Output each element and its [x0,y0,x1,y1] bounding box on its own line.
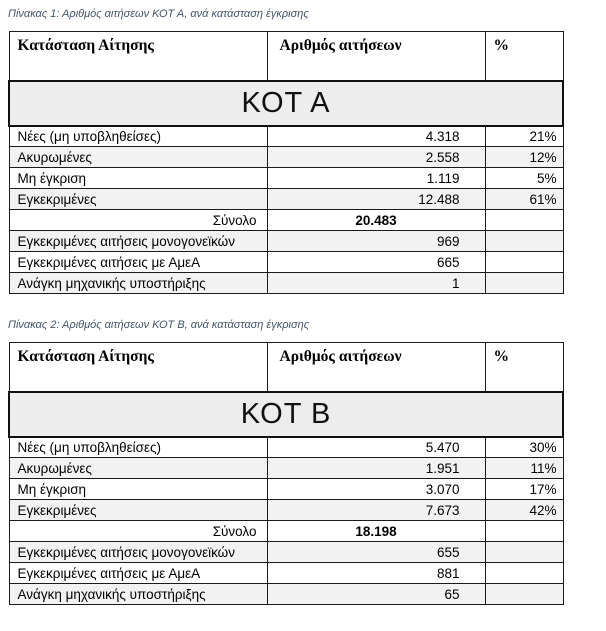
row-percent: 5% [485,168,563,189]
row-percent: 11% [485,458,563,479]
table-row [9,252,563,273]
table-row [9,168,563,189]
kot-b-table [8,342,564,605]
row-count: 1 [267,273,485,294]
row-count: 665 [267,252,485,273]
row-label: Μη έγκριση [9,479,267,500]
row-count: 4.318 [267,126,485,147]
table2-group-title: ΚΟΤ Β [9,392,563,437]
row-count: 2.558 [267,147,485,168]
table-row [9,189,563,210]
row-percent-empty [485,542,563,563]
table1-header-row [9,32,563,81]
row-label: Ανάγκη μηχανικής υποστήριξης [9,273,267,294]
total-percent-empty [485,210,563,231]
row-count: 7.673 [267,500,485,521]
row-percent-empty [485,231,563,252]
row-label: Εγκεκριμένες [9,189,267,210]
row-count: 3.070 [267,479,485,500]
table-row [9,479,563,500]
row-label: Ακυρωμένες [9,458,267,479]
table-row [9,273,563,294]
row-count: 881 [267,563,485,584]
table-row [9,231,563,252]
table-row [9,437,563,458]
total-value: 20.483 [267,210,485,231]
table1-group-band [9,81,563,126]
table2-header-percent: % [485,343,563,392]
table-row [9,458,563,479]
table2-header-count: Αριθμός αιτήσεων [267,343,485,392]
row-count: 1.119 [267,168,485,189]
row-label: Μη έγκριση [9,168,267,189]
table-row [9,542,563,563]
row-label: Εγκεκριμένες αιτήσεις με ΑμεΑ [9,252,267,273]
row-count: 655 [267,542,485,563]
row-percent: 12% [485,147,563,168]
table2-header-row [9,343,563,392]
row-percent-empty [485,584,563,605]
table1-header-count: Αριθμός αιτήσεων [267,32,485,81]
row-label: Εγκεκριμένες αιτήσεις με ΑμεΑ [9,563,267,584]
table-row [9,584,563,605]
row-label: Νέες (μη υποβληθείσες) [9,437,267,458]
row-label: Ανάγκη μηχανικής υποστήριξης [9,584,267,605]
total-percent-empty [485,521,563,542]
kot-a-table [8,31,564,294]
row-percent-empty [485,252,563,273]
row-count: 12.488 [267,189,485,210]
table1-group-title: ΚΟΤ Α [9,81,563,126]
row-label: Εγκεκριμένες αιτήσεις μονογονεϊκών [9,231,267,252]
table1-header-status: Κατάσταση Αίτησης [9,32,267,81]
row-label: Ακυρωμένες [9,147,267,168]
total-label: Σύνολο [9,521,267,542]
table-row [9,126,563,147]
table-row [9,147,563,168]
row-count: 1.951 [267,458,485,479]
total-value: 18.198 [267,521,485,542]
row-label: Εγκεκριμένες αιτήσεις μονογονεϊκών [9,542,267,563]
row-percent: 42% [485,500,563,521]
total-label: Σύνολο [9,210,267,231]
row-percent: 30% [485,437,563,458]
table1-caption: Πίνακας 1: Αριθμός αιτήσεων ΚΟΤ Α, ανά κατάσταση έγκρισης [8,8,309,20]
table-row [9,500,563,521]
total-row [9,210,563,231]
table2-group-band [9,392,563,437]
table2-caption: Πίνακας 2: Αριθμός αιτήσεων ΚΟΤ Β, ανά κατάσταση έγκρισης [8,319,310,331]
row-percent: 21% [485,126,563,147]
table1-header-percent: % [485,32,563,81]
total-row [9,521,563,542]
row-label: Νέες (μη υποβληθείσες) [9,126,267,147]
row-percent-empty [485,563,563,584]
row-count: 5.470 [267,437,485,458]
row-percent: 17% [485,479,563,500]
row-percent: 61% [485,189,563,210]
row-count: 65 [267,584,485,605]
row-count: 969 [267,231,485,252]
table-row [9,563,563,584]
row-percent-empty [485,273,563,294]
row-label: Εγκεκριμένες [9,500,267,521]
table2-header-status: Κατάσταση Αίτησης [9,343,267,392]
